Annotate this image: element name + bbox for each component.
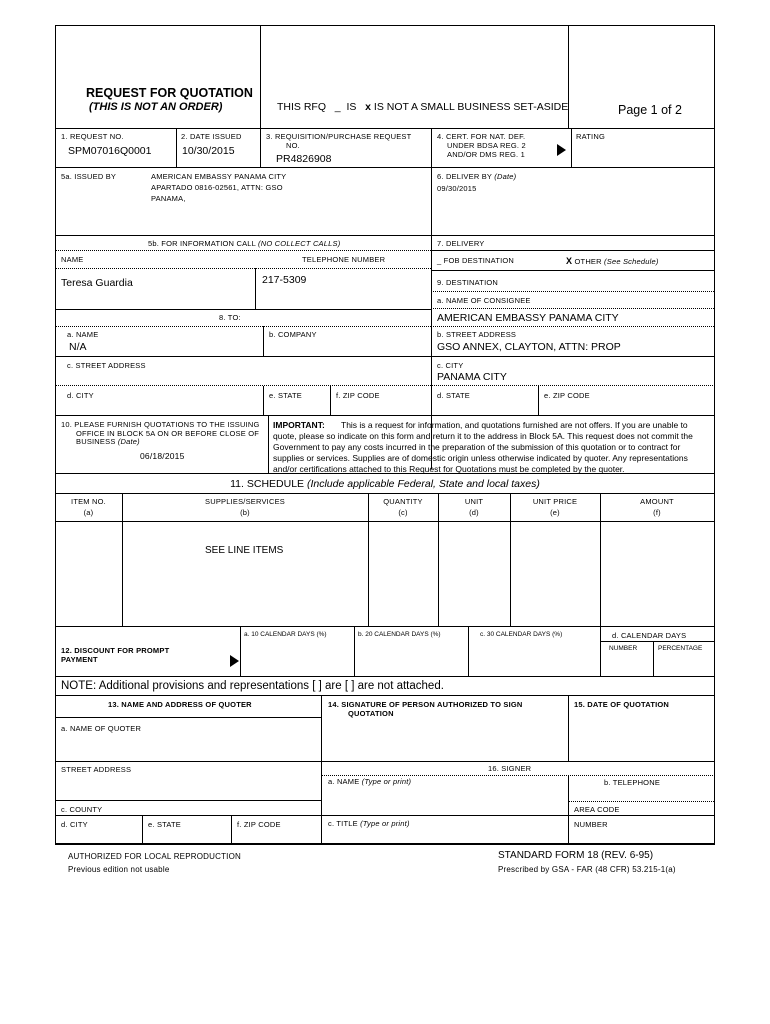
to-label: 8. TO: (219, 313, 241, 322)
to-name-label: a. NAME (67, 330, 99, 339)
discount-label: 12. DISCOUNT FOR PROMPT (61, 646, 170, 655)
issued-by-label: 5a. ISSUED BY (61, 172, 117, 181)
important-label: IMPORTANT: (273, 420, 325, 430)
delivery-label: 7. DELIVERY (437, 239, 485, 248)
quoter-name-address-label: 13. NAME AND ADDRESS OF QUOTER (108, 700, 252, 709)
to-city-label: d. CITY (67, 391, 94, 400)
discount-10-days[interactable]: a. 10 CALENDAR DAYS (%) (244, 631, 327, 638)
dest-zip-label: e. ZIP CODE (544, 391, 590, 400)
date-issued-label: 2. DATE ISSUED (181, 132, 242, 141)
col-quantity-letter: (c) (398, 508, 408, 517)
is-not-label: IS NOT A SMALL BUSINESS SET-ASIDE (373, 101, 569, 113)
consignee-value[interactable]: AMERICAN EMBASSY PANAMA CITY (437, 312, 619, 324)
discount-20-days[interactable]: b. 20 CALENDAR DAYS (%) (358, 631, 441, 638)
page-number: Page 1 of 2 (618, 103, 682, 117)
quotation-due-date[interactable]: 06/18/2015 (140, 451, 185, 461)
requisition-value[interactable]: PR4826908 (276, 153, 332, 165)
date-issued-value[interactable]: 10/30/2015 (182, 145, 235, 157)
col-supplies-letter: (b) (240, 508, 250, 517)
area-code-label[interactable]: AREA CODE (574, 805, 620, 814)
fob-destination-option[interactable]: _ FOB DESTINATION (437, 256, 515, 265)
is-label: IS (346, 101, 357, 113)
signer-name-label[interactable]: a. NAME (Type or print) (328, 777, 412, 786)
to-state-label: e. STATE (269, 391, 302, 400)
arrow-right-icon (557, 144, 566, 156)
telephone-label: TELEPHONE NUMBER (302, 255, 386, 264)
quoter-state-label[interactable]: e. STATE (148, 820, 181, 829)
discount-percentage-field[interactable]: PERCENTAGE (658, 645, 703, 652)
signer-label: 16. SIGNER (488, 764, 532, 773)
quoter-county-label[interactable]: c. COUNTY (61, 805, 103, 814)
to-company-label: b. COMPANY (269, 330, 317, 339)
issued-by-line-2[interactable]: APARTADO 0816-02561, ATTN: GSO (151, 183, 283, 192)
signature-label: 14. SIGNATURE OF PERSON AUTHORIZED TO SIGN (328, 700, 523, 709)
cert-label-bdsa: UNDER BDSA REG. 2 (447, 141, 526, 150)
signer-telephone-label: b. TELEPHONE (604, 778, 661, 787)
col-amount-letter: (f) (653, 508, 661, 517)
furnish-quotations-line-3: BUSINESS (Date) (76, 437, 140, 446)
requisition-label: 3. REQUISITION/PURCHASE REQUEST (266, 132, 412, 141)
contact-name-label: NAME (61, 255, 84, 264)
discount-label-payment: PAYMENT (61, 655, 98, 664)
col-unit-price: UNIT PRICE (532, 497, 578, 506)
to-zip-label: f. ZIP CODE (336, 391, 380, 400)
quoter-name-label[interactable]: a. NAME OF QUOTER (61, 724, 142, 733)
issued-by-line-1[interactable]: AMERICAN EMBASSY PANAMA CITY (151, 172, 287, 181)
schedule-body-text: SEE LINE ITEMS (205, 545, 284, 556)
dest-street-value[interactable]: GSO ANNEX, CLAYTON, ATTN: PROP (437, 341, 621, 353)
schedule-title: 11. SCHEDULE (Include applicable Federal, State and local taxes) (230, 478, 540, 490)
telephone-value[interactable]: 217-5309 (262, 274, 307, 286)
requisition-label-no: NO. (286, 141, 300, 150)
signer-title-label[interactable]: c. TITLE (Type or print) (328, 819, 410, 828)
footer-prescribed-by: Prescribed by GSA - FAR (48 CFR) 53.215-1(a) (498, 865, 676, 874)
dest-state-label: d. STATE (437, 391, 470, 400)
date-of-quotation-label: 15. DATE OF QUOTATION (574, 700, 670, 709)
dest-street-label: b. STREET ADDRESS (437, 330, 517, 339)
other-option[interactable]: X OTHER (See Schedule) (566, 256, 659, 266)
consignee-label: a. NAME OF CONSIGNEE (437, 296, 531, 305)
cert-label: 4. CERT. FOR NAT. DEF. (437, 132, 526, 141)
info-call-label: 5b. FOR INFORMATION CALL (NO COLLECT CALLS) (148, 239, 341, 248)
footer-form-number: STANDARD FORM 18 (REV. 6-95) (498, 850, 654, 861)
to-name-value[interactable]: N/A (69, 341, 87, 353)
issued-by-line-3[interactable]: PANAMA, (151, 194, 186, 203)
footer-previous-edition: Previous edition not usable (68, 865, 170, 874)
col-supplies: SUPPLIES/SERVICES (205, 497, 285, 506)
signature-label-quotation: QUOTATION (348, 709, 394, 718)
provisions-note: NOTE: Additional provisions and representations [ ] are [ ] are not attached. (61, 680, 444, 692)
col-unit: UNIT (464, 497, 484, 506)
to-street-label: c. STREET ADDRESS (67, 361, 146, 370)
discount-calendar-days: d. CALENDAR DAYS (612, 631, 687, 640)
request-no-label: 1. REQUEST NO. (61, 132, 124, 141)
dest-city-value[interactable]: PANAMA CITY (437, 371, 507, 383)
contact-name-value[interactable]: Teresa Guardia (61, 277, 133, 289)
is-checkbox[interactable]: _ (334, 101, 341, 113)
col-unit-price-letter: (e) (550, 508, 560, 517)
deliver-by-value[interactable]: 09/30/2015 (437, 184, 477, 193)
phone-number-label[interactable]: NUMBER (574, 820, 608, 829)
set-aside-statement (277, 101, 568, 113)
arrow-right-icon (230, 655, 239, 667)
discount-number-field[interactable]: NUMBER (609, 645, 638, 652)
col-quantity: QUANTITY (383, 497, 423, 506)
footer-reproduction: AUTHORIZED FOR LOCAL REPRODUCTION (68, 852, 241, 861)
discount-30-days[interactable]: c. 30 CALENDAR DAYS (%) (480, 631, 563, 638)
quoter-zip-label[interactable]: f. ZIP CODE (237, 820, 281, 829)
furnish-quotations-line-1: 10. PLEASE FURNISH QUOTATIONS TO THE ISSUING (61, 420, 260, 429)
is-not-checkbox[interactable]: x (365, 101, 371, 113)
deliver-by-label: 6. DELIVER BY (Date) (437, 172, 517, 181)
quoter-street-label[interactable]: STREET ADDRESS (61, 765, 132, 774)
col-item-no-letter: (a) (83, 508, 94, 517)
col-amount: AMOUNT (640, 497, 674, 506)
col-item-no: ITEM NO. (71, 497, 106, 506)
form-subtitle: (THIS IS NOT AN ORDER) (89, 101, 223, 113)
important-text: This is a request for information, and quotations furnished are not offers. If you are unable to quote, please so indicate on this form and return it to the address in Block 5A. This request does not commit the Government to pay any costs incurred in the preparation of the submission of this quotation or to contract for supplies or services. Supplies are of domestic origin unless otherwise indicated by quoter. Any representations and/or certifications attached to this Request for Quotations must be completed by the quoter. (273, 420, 693, 474)
destination-label: 9. DESTINATION (437, 278, 499, 287)
request-no-value[interactable]: SPM07016Q0001 (68, 145, 152, 157)
dest-city-label: c. CITY (437, 361, 464, 370)
rating-label: RATING (576, 132, 605, 141)
cert-label-dms: AND/OR DMS REG. 1 (447, 150, 525, 159)
col-unit-letter: (d) (469, 508, 479, 517)
quoter-city-label[interactable]: d. CITY (61, 820, 88, 829)
rfq-prefix: THIS RFQ (277, 101, 326, 113)
furnish-quotations-line-2: OFFICE IN BLOCK 5A ON OR BEFORE CLOSE OF (76, 429, 260, 438)
form-title: REQUEST FOR QUOTATION (86, 86, 253, 100)
